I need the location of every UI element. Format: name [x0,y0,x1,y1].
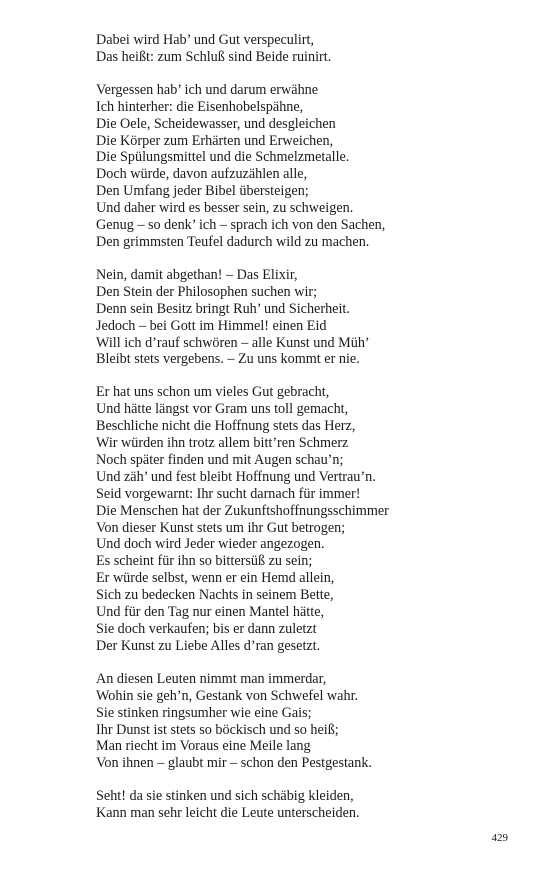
verse-line: Die Menschen hat der Zukunftshoffnungsschimmer [96,502,389,519]
verse-line: Nein, damit abgethan! – Das Elixir, [96,266,298,283]
poem-text [96,32,516,838]
verse-line: Doch würde, davon aufzuzählen alle, [96,166,308,183]
verse-line: Ich hinterher: die Eisenhobelspähne, [96,98,304,115]
verse-line: Von ihnen – glaubt mir – schon den Pestgestank. [96,755,372,772]
verse-line: Die Körper zum Erhärten und Erweichen, [96,132,334,149]
verse-line: Wohin sie geh’n, Gestank von Schwefel wahr. [96,687,359,704]
verse-line: Kann man sehr leicht die Leute unterscheiden. [96,805,360,822]
page-number: 429 [491,832,508,844]
stanza [96,32,516,66]
verse-line: Es scheint für ihn so bittersüß zu sein; [96,553,313,570]
verse-line: Will ich d’rauf schwören – alle Kunst und Müh’ [96,334,370,351]
verse-line: Den Umfang jeder Bibel übersteigen; [96,183,309,200]
verse-line: Die Oele, Scheidewasser, und desgleichen [96,115,336,132]
verse-line: Seht! da sie stinken und sich schäbig kleiden, [96,788,354,805]
verse-line: Den grimmsten Teufel dadurch wild zu machen. [96,233,370,250]
verse-line: Dabei wird Hab’ und Gut verspeculirt, [96,32,315,48]
verse-line: Und daher wird es besser sein, zu schweigen. [96,200,354,217]
verse-line: Wir würden ihn trotz allem bitt’ren Schmerz [96,435,349,452]
verse-line: Sich zu bedecken Nachts in seinem Bette, [96,587,334,604]
verse-line: Und doch wird Jeder wieder angezogen. [96,536,325,553]
verse-line: Der Kunst zu Liebe Alles d’ran gesetzt. [96,637,321,654]
verse-line: Das heißt: zum Schluß sind Beide ruinirt. [96,48,332,65]
stanza [96,384,516,655]
verse-line: Und für den Tag nur einen Mantel hätte, [96,604,325,621]
verse-line: Man riecht im Voraus eine Meile lang [96,738,311,755]
verse-line: Jedoch – bei Gott im Himmel! einen Eid [96,317,327,334]
verse-line: Vergessen hab’ ich und darum erwähne [96,81,319,98]
stanza [96,671,516,772]
verse-line: Sie stinken ringsumher wie eine Gais; [96,704,312,721]
verse-line: Er würde selbst, wenn er ein Hemd allein, [96,570,335,587]
verse-line: Und zäh’ und fest bleibt Hoffnung und Vertrau’n. [96,468,376,485]
verse-line: Den Stein der Philosophen suchen wir; [96,283,318,300]
verse-line: Genug – so denk’ ich – sprach ich von den Sachen, [96,217,386,234]
verse-line: Er hat uns schon um vieles Gut gebracht, [96,384,330,401]
verse-line: Die Spülungsmittel und die Schmelzmetalle. [96,149,350,166]
verse-line: Noch später finden und mit Augen schau’n; [96,451,344,468]
verse-line: Und hätte längst vor Gram uns toll gemacht, [96,401,349,418]
stanza [96,788,516,822]
verse-line: Ihr Dunst ist stets so böckisch und so heiß; [96,721,339,738]
verse-line: Bleibt stets vergebens. – Zu uns kommt er nie. [96,351,360,368]
verse-line: Seid vorgewarnt: Ihr sucht darnach für immer! [96,485,361,502]
verse-line: An diesen Leuten nimmt man immerdar, [96,670,327,687]
verse-line: Von dieser Kunst stets um ihr Gut betrogen; [96,519,346,536]
verse-line: Denn sein Besitz bringt Ruh’ und Sicherheit. [96,300,350,317]
stanza [96,82,516,251]
verse-line: Sie doch verkaufen; bis er dann zuletzt [96,621,317,637]
stanza [96,267,516,368]
verse-line: Beschliche nicht die Hoffnung stets das Herz, [96,418,356,435]
